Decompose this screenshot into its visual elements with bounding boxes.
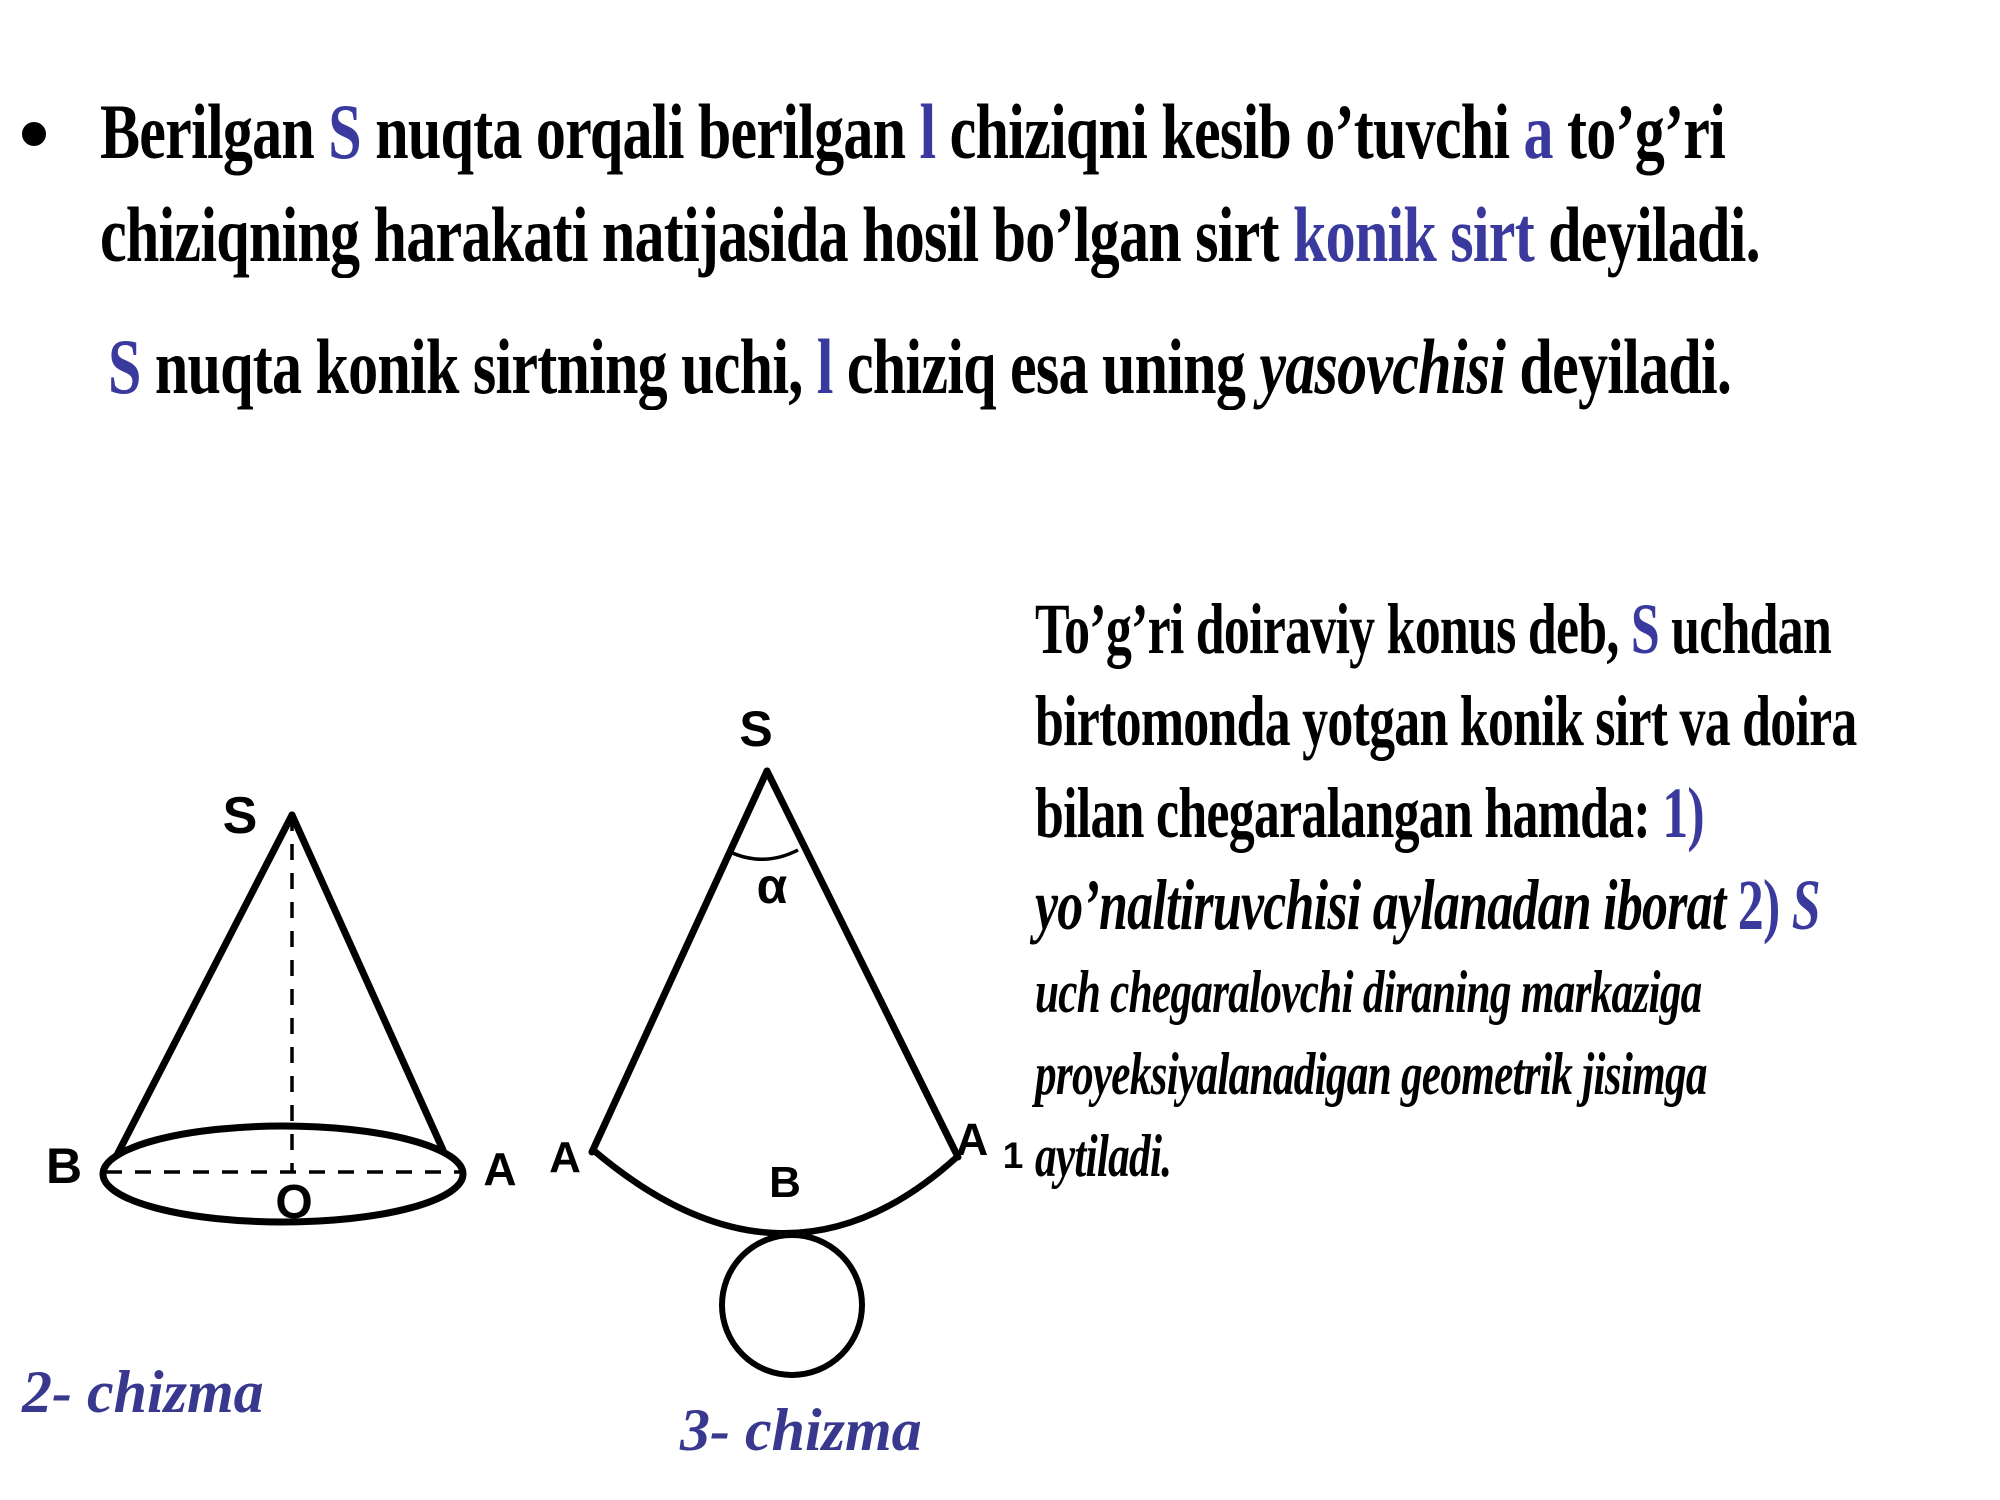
definition-line-2 — [1035, 675, 1857, 767]
second-paragraph-line-1 — [108, 315, 1731, 418]
cone-apex-label: S — [222, 787, 258, 845]
definition-line-5 — [1035, 951, 1857, 1033]
sector-bottom-label: B — [769, 1158, 801, 1207]
definition-line-6 — [1035, 1033, 1857, 1115]
text-run: nuqta orqali berilgan — [360, 88, 920, 175]
text-run: S — [108, 323, 141, 410]
caption-2-chizma: 2- chizma — [22, 1359, 264, 1425]
text-run: chiziqning harakati natijasida hosil bo’lgan sirt — [100, 191, 1293, 278]
text-run: a — [1523, 88, 1553, 175]
bullet-paragraph — [100, 80, 1760, 286]
text-run: konik sirt — [1292, 191, 1534, 278]
text-run: l — [816, 323, 833, 410]
text-run: proyeksiyalanadigan geometrik jisimga — [1035, 1041, 1707, 1107]
definition-text-block — [1035, 583, 1857, 1197]
caption-3-chizma: 3- chizma — [680, 1397, 922, 1463]
cone-diagram — [46, 787, 517, 1229]
text-run: S — [328, 88, 361, 175]
sector-right-leg-line — [767, 771, 958, 1157]
text-run: S — [1791, 865, 1820, 945]
text-run: yasovchisi — [1259, 323, 1506, 410]
text-run: chiziqni kesib o’tuvchi — [935, 88, 1524, 175]
cone-left-label: B — [45, 1138, 83, 1194]
text-run: aytiladi. — [1035, 1123, 1172, 1189]
text-run: Berilgan — [100, 88, 329, 175]
text-run: 1) — [1662, 773, 1704, 853]
sector-angle-label: α — [756, 858, 788, 914]
text-run: l — [919, 88, 936, 175]
bullet-paragraph-line-2 — [100, 183, 1760, 286]
sector-right-label: A — [955, 1114, 989, 1165]
text-run: chiziq esa uning — [832, 323, 1260, 410]
sector-apex-label: S — [739, 701, 773, 757]
cone-left-slant-line — [117, 815, 292, 1155]
sector-left-label: A — [549, 1133, 581, 1182]
text-run: 2) — [1737, 865, 1792, 945]
bullet-marker — [22, 122, 46, 146]
definition-line-1 — [1035, 583, 1857, 675]
text-run: uch chegaralovchi diraning markaziga — [1035, 959, 1702, 1025]
text-run: To’g’ri doiraviy konus deb, — [1035, 589, 1631, 669]
cone-right-label: A — [483, 1143, 517, 1195]
sector-left-leg-line — [592, 771, 767, 1152]
text-run: nuqta konik sirtning uchi, — [140, 323, 817, 410]
sector-base-circle — [722, 1235, 862, 1375]
definition-line-4 — [1035, 859, 1857, 951]
cone-right-slant-line — [292, 815, 443, 1150]
text-run: deyiladi. — [1505, 323, 1732, 410]
sector-right-label-subscript: 1 — [1002, 1135, 1024, 1176]
text-run: yo’naltiruvchisi aylanadan iborat — [1035, 865, 1738, 945]
second-paragraph — [108, 315, 1731, 418]
text-run: to’g’ri — [1552, 88, 1726, 175]
text-run: uchdan — [1658, 589, 1832, 669]
cone-center-label: O — [275, 1176, 313, 1229]
definition-line-7 — [1035, 1115, 1857, 1197]
text-run: deyiladi. — [1533, 191, 1760, 278]
text-run: S — [1630, 589, 1659, 669]
definition-line-3 — [1035, 767, 1857, 859]
sector-diagram — [549, 701, 1023, 1375]
text-run: bilan chegaralangan hamda: — [1035, 773, 1663, 853]
text-run: birtomonda yotgan konik sirt va doira — [1035, 681, 1857, 761]
bullet-paragraph-line-1 — [100, 80, 1760, 183]
